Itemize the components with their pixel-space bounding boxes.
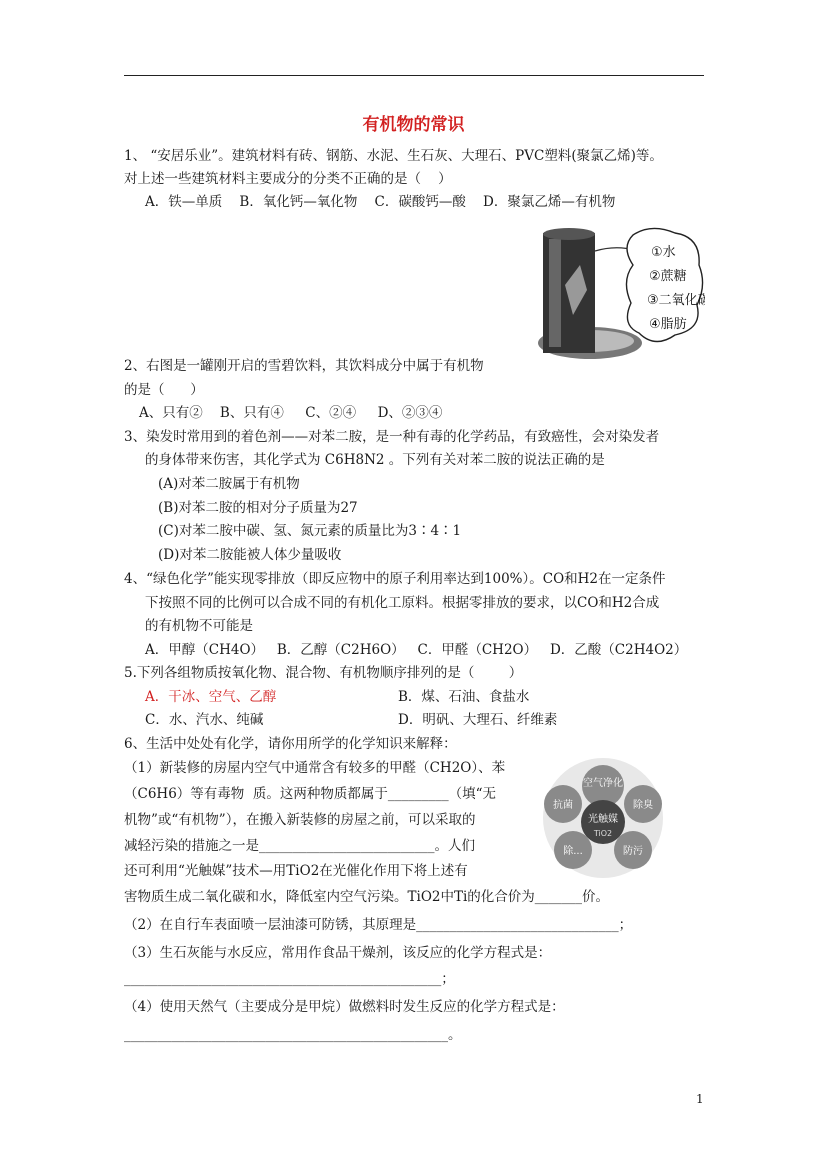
q2-line1: 2、右图是一罐刚开启的雪碧饮料，其饮料成分中属于有机物 [124,358,484,374]
page-title: 有机物的常识 [362,115,465,135]
q6-part4-line2: ________________________________________________。 [124,1027,462,1043]
soda-can-figure [535,225,705,369]
q6-part1-line5: 还可利用“光触媒”技术—用TiO2在光催化作用下将上述有 [124,863,468,879]
q6-line1: 6、生活中处处有化学，请你用所学的化学知识来解释： [124,736,457,752]
q4-line2: 下按照不同的比例可以合成不同的有机化工原料。根据零排放的要求，以CO和H2合成 [145,595,660,611]
q5-option-d: D．明矾、大理石、纤维素 [398,712,558,728]
diagram-label-photocatalyst: 光触媒 [588,814,618,825]
q5-line1: 5.下列各组物质按氧化物、混合物、有机物顺序排列的是（ ） [124,665,523,681]
bubble-item-fat: ④脂肪 [649,317,687,332]
q2-options: A、只有② B、只有④ C、②④ D、②③④ [139,405,443,421]
q6-part1-line2: （C6H6）等有毒物 质。这两种物质都属于_________（填“无 [124,786,497,802]
q1-line1: 1、 “安居乐业”。建筑材料有砖、钢筋、水泥、生石灰、大理石、PVC塑料(聚氯乙烯)等。 [124,148,663,164]
diagram-label-deodorize: 除臭 [633,800,653,811]
diagram-label-bottom-left: 除... [563,846,583,857]
photocatalyst-image [535,752,670,882]
q4-line3: 的有机物不可能是 [145,618,253,634]
q4-options: A．甲醇（CH4O） B．乙醇（C2H6O） C．甲醛（CH2O） D．乙酸（C2H4O2） [145,642,688,658]
q6-part3-line2: _______________________________________________； [124,971,455,987]
q6-part1-line6: 害物质生成二氧化碳和水，降低室内空气污染。TiO2中Ti的化合价为_______价。 [124,889,610,905]
q5-option-b: B．煤、石油、食盐水 [398,689,530,705]
page-number: 1 [696,1092,704,1106]
q5-option-a: A．干冰、空气、乙醇 [145,689,277,705]
q6-part2: （2）在自行车表面喷一层油漆可防锈，其原理是______________________________； [124,917,633,933]
soda-can-image [535,225,705,365]
q1-options: A．铁—单质 B．氧化钙—氧化物 C．碳酸钙—酸 D．聚氯乙烯—有机物 [145,194,616,210]
q6-part1-line1: （1）新装修的房屋内空气中通常含有较多的甲醛（CH2O）、苯 [124,760,506,776]
q5-option-c: C．水、汽水、纯碱 [145,712,264,728]
diagram-label-air-purification: 空气净化 [583,778,623,789]
q6-part1-line4: 减轻污染的措施之一是__________________________。人们 [124,838,475,854]
bubble-item-water: ①水 [651,245,676,260]
diagram-label-tio2: TiO2 [593,829,613,838]
q3-option-d: (D)对苯二胺能被人体少量吸收 [158,547,342,563]
diagram-label-antibacterial: 抗菌 [553,800,573,811]
q4-line1: 4、“绿色化学”能实现零排放（即反应物中的原子利用率达到100%）。CO和H2在一定条件 [124,571,666,587]
q1-line2: 对上述一些建筑材料主要成分的分类不正确的是（ ） [124,171,452,187]
q6-part1-line3: 机物”或“有机物”），在搬入新装修的房屋之前，可以采取的 [124,812,476,828]
diagram-label-antifouling: 防污 [623,846,643,857]
q3-line1: 3、染发时常用到的着色剂——对苯二胺，是一种有毒的化学药品，有致癌性，会对染发者 [124,429,660,445]
bubble-item-sucrose: ②蔗糖 [649,269,687,284]
q2-line2: 的是（ ） [124,382,204,398]
bubble-item-co2: ③二氧化碳 [647,293,705,308]
photocatalyst-diagram [535,752,670,886]
q6-part3-line1: （3）生石灰能与水反应，常用作食品干燥剂，该反应的化学方程式是： [124,945,552,961]
q3-line2: 的身体带来伤害，其化学式为 C6H8N2 。下列有关对苯二胺的说法正确的是 [145,452,605,468]
header-rule [124,75,704,76]
q3-option-b: (B)对苯二胺的相对分子质量为27 [158,500,358,516]
q3-option-c: (C)对苯二胺中碳、氢、氮元素的质量比为3∶4∶1 [158,523,462,539]
q6-part4-line1: （4）使用天然气（主要成分是甲烷）做燃料时发生反应的化学方程式是： [124,999,565,1015]
q3-option-a: (A)对苯二胺属于有机物 [158,476,300,492]
